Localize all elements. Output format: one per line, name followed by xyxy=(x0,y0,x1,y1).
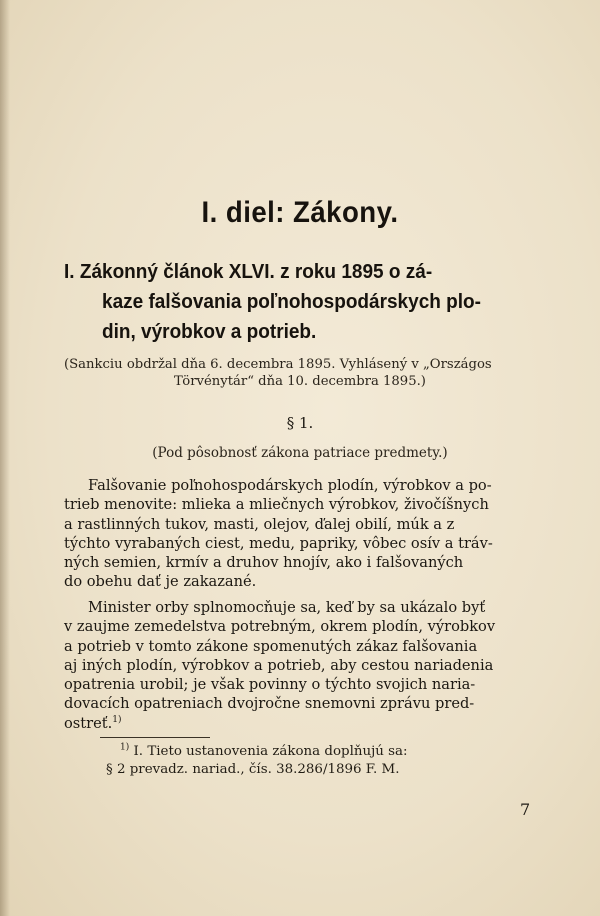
footnote-reference: 1) xyxy=(112,714,122,725)
footnote-line: § 2 prevadz. nariad., čís. 38.286/1896 F. M. xyxy=(106,762,400,777)
bleed-through-text xyxy=(320,90,570,109)
article-title-line: din, výrobkov a potrieb. xyxy=(102,321,317,343)
paragraph-line: týchto vyrabaných ciest, medu, papriky, vôbec osív a tráv- xyxy=(64,534,493,552)
paragraph-line: trieb menovite: mlieka a mliečnych výrobkov, živočíšnych xyxy=(64,496,489,514)
paragraph-line: aj iných plodín, výrobkov a potrieb, aby cestou nariadenia xyxy=(64,656,494,674)
footnote-divider xyxy=(100,737,210,738)
footnote-marker: 1) xyxy=(120,742,130,753)
article-title-line: kaze falšovania poľnohospodárskych plo- xyxy=(102,291,481,313)
footnote-line xyxy=(120,743,520,761)
article-title xyxy=(64,257,516,347)
paragraph-line-text: ostreť. xyxy=(64,714,113,732)
paragraph-line: a rastlinných tukov, masti, olejov, ďalej obilí, múk a z xyxy=(64,515,455,533)
paragraph-line: do obehu dať je zakazané. xyxy=(64,573,257,591)
article-title-line: I. Zákonný článok XLVI. z roku 1895 o zá- xyxy=(64,261,433,283)
paragraph-line xyxy=(64,714,544,733)
footnote-text: I. Tieto ustanovenia zákona doplňujú sa: xyxy=(133,744,408,759)
paragraph-1 xyxy=(64,476,544,592)
part-title: I. diel: Zákony. xyxy=(201,196,399,229)
page-number: 7 xyxy=(520,800,531,819)
paragraph-2 xyxy=(64,598,544,733)
paragraph-line: dovacích opatreniach dvojročne snemovni zprávu pred- xyxy=(64,695,475,713)
paragraph-line: ných semien, krmív a druhov hnojív, ako i falšovaných xyxy=(64,554,464,572)
section-subheading: (Pod pôsobnosť zákona patriace predmety.) xyxy=(152,445,448,461)
paragraph-line: v zaujme zemedelstva potrebným, okrem plodín, výrobkov xyxy=(64,618,496,636)
paragraph-line: Falšovanie poľnohospodárskych plodín, výrobkov a po- xyxy=(88,477,492,494)
section-mark: § 1. xyxy=(286,414,314,432)
sanction-note xyxy=(64,356,540,390)
paragraph-line: Minister orby splnomocňuje sa, keď by sa ukázalo byť xyxy=(88,599,486,616)
paragraph-line: opatrenia urobil; je však povinny o týchto svojich naria- xyxy=(64,676,476,694)
sanction-line: Törvénytár“ dňa 10. decembra 1895.) xyxy=(174,374,426,389)
sanction-line: (Sankciu obdržal dňa 6. decembra 1895. Vyhlásený v „Országos xyxy=(64,357,492,372)
paragraph-line: a potrieb v tomto zákone spomenutých zákaz falšovania xyxy=(64,637,478,655)
footnote xyxy=(106,742,520,779)
